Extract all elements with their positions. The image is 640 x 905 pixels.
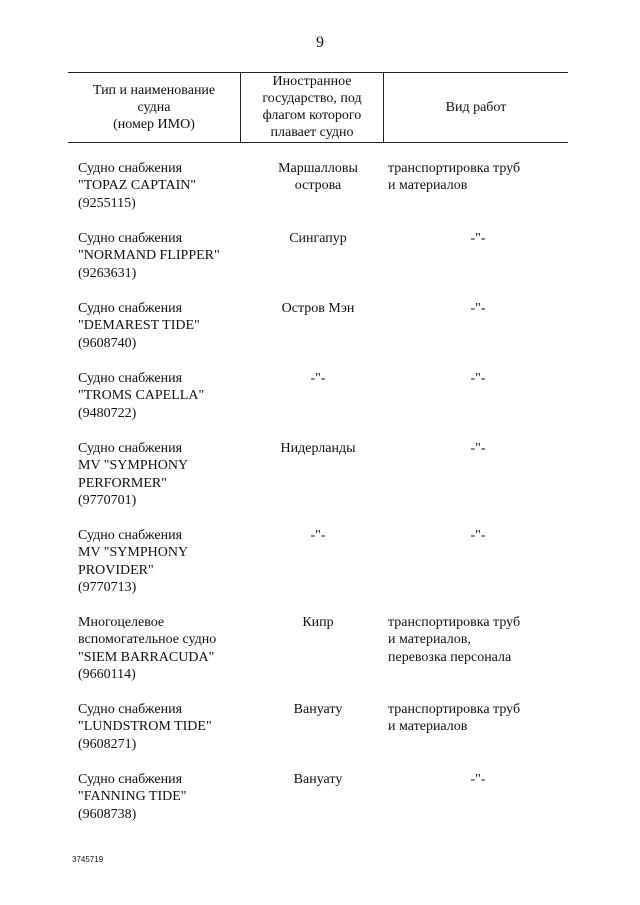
vessel-name: Судно снабжения "LUNDSTROM TIDE" (9608271) <box>78 702 212 752</box>
work-type: -"- <box>470 772 486 787</box>
flag-state: Нидерланды <box>280 441 356 456</box>
flag-state: Сингапур <box>289 231 347 246</box>
vessel-name: Судно снабжения "FANNING TIDE" (9608738) <box>78 772 187 822</box>
flag-state: Кипр <box>302 615 334 630</box>
vessel-name: Судно снабжения "TOPAZ CAPTAIN" (9255115) <box>78 161 197 211</box>
work-type: -"- <box>470 371 486 386</box>
work-type: транспортировка труб и материалов <box>388 702 521 735</box>
table-header-rule <box>68 142 568 143</box>
vessel-name: Судно снабжения "NORMAND FLIPPER" (9263631) <box>78 231 220 281</box>
flag-state: Маршалловы острова <box>278 161 358 194</box>
vessel-name: Судно снабжения "DEMAREST TIDE" (9608740) <box>78 301 200 351</box>
vessel-name: Многоцелевое вспомогательное судно "SIEM BARRACUDA" (9660114) <box>78 615 217 682</box>
flag-state: Вануату <box>293 772 343 787</box>
work-type: -"- <box>470 441 486 456</box>
work-type: -"- <box>470 301 486 316</box>
vessel-name: Судно снабжения MV "SYMPHONY PERFORMER" (9770701) <box>78 441 189 508</box>
vessel-name: Судно снабжения "TROMS CAPELLA" (9480722) <box>78 371 205 421</box>
flag-state: Вануату <box>293 702 343 717</box>
header-work-type: Вид работ <box>445 99 507 115</box>
work-type: -"- <box>470 528 486 543</box>
work-type: транспортировка труб и материалов, перевозка персонала <box>388 615 521 665</box>
header-flag-state: Иностранное государство, под флагом которого плавает судно <box>262 74 362 140</box>
flag-state: -"- <box>310 371 326 386</box>
flag-state: Остров Мэн <box>281 301 355 316</box>
work-type: -"- <box>470 231 486 246</box>
page-number: 9 <box>316 34 324 51</box>
flag-state: -"- <box>310 528 326 543</box>
work-type: транспортировка труб и материалов <box>388 161 521 194</box>
document-code: 3745719 <box>72 855 104 864</box>
vessel-name: Судно снабжения MV "SYMPHONY PROVIDER" (9770713) <box>78 528 189 595</box>
header-vessel-type: Тип и наименование судна (номер ИМО) <box>92 82 216 132</box>
